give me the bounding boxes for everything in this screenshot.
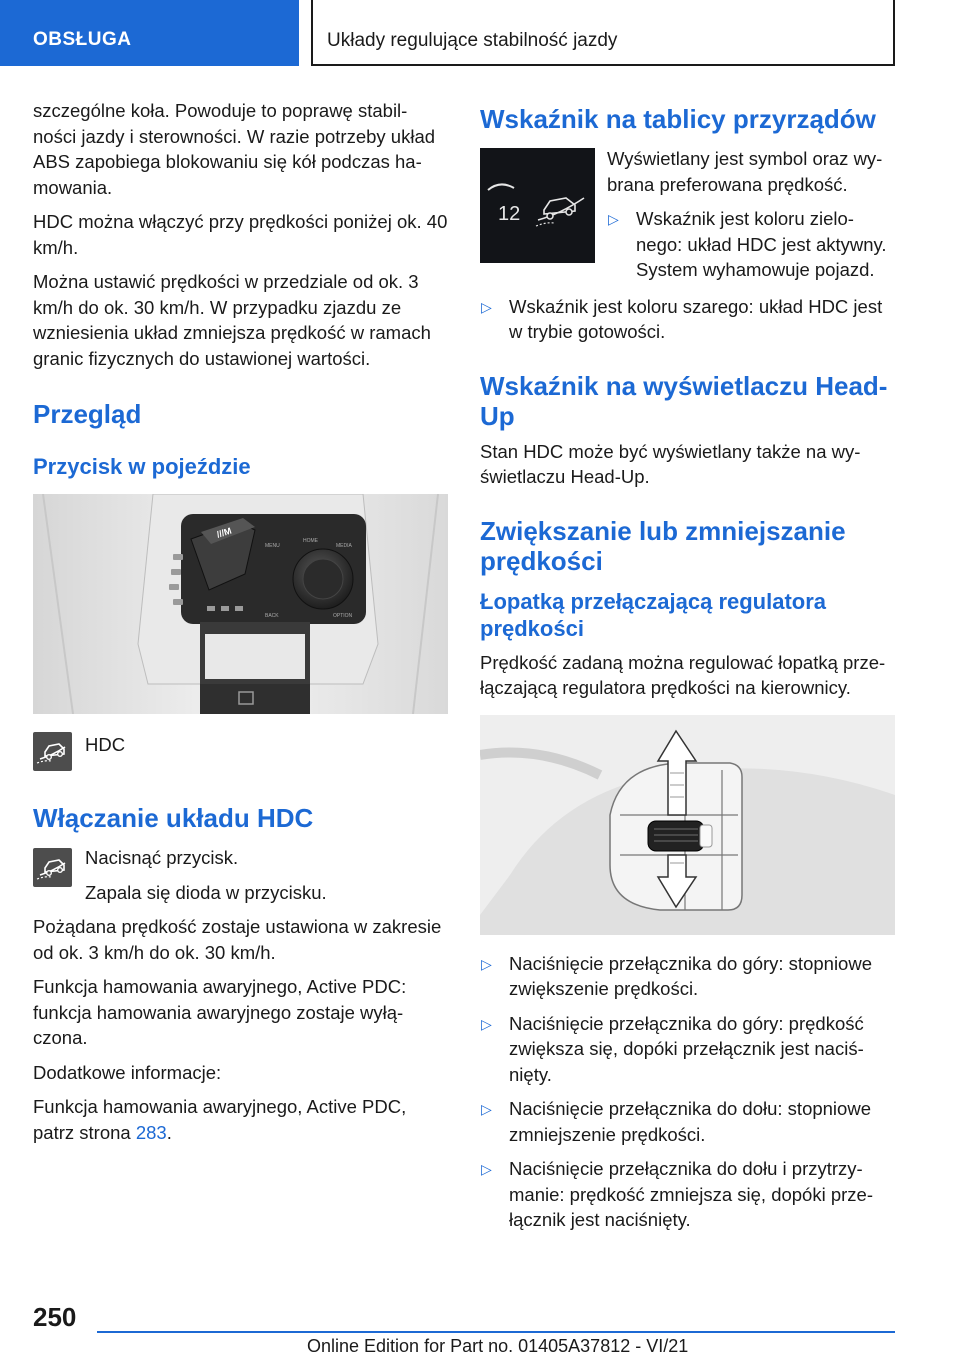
console-label-menu: MENU [265, 543, 280, 549]
console-label-home: HOME [303, 538, 318, 544]
svg-text:///M: ///M [215, 525, 233, 540]
page-link[interactable]: 283 [135, 1121, 167, 1143]
console-label-option: OPTION [333, 613, 353, 619]
steering-wheel-image [480, 715, 895, 935]
step-led: Zapala się dioda w przycisku. [85, 881, 327, 903]
triangle-bullet-icon: ▷ [481, 1015, 492, 1032]
hdc-symbol-row [33, 732, 448, 771]
chapter-title: Układy regulujące stabilność jazdy [327, 30, 618, 51]
list-item: ▷ Naciśnięcie przełącznika do dołu i przytrzy-manie: prędkość zmniejsza się, dopóki prze-łącznik jest naciśnięty. [481, 1158, 873, 1230]
hdc-button-icon [33, 732, 72, 771]
triangle-bullet-icon: ▷ [608, 211, 619, 227]
hdc-button-icon [33, 848, 72, 887]
paragraph: Funkcja hamowania awaryjnego, Active PDC: funkcja hamowania awaryjnego zostaje wyłą-czona. [33, 976, 407, 1048]
heading-dashboard-indicator: Wskaźnik na tablicy przyrządów [480, 104, 876, 134]
instrument-cluster-image [480, 148, 595, 263]
list-item: ▷ Wskaźnik jest koloru zielo-nego: układ HDC jest aktywny. System wyhamowuje pojazd. [608, 208, 887, 280]
cluster-speed-value: 12 [498, 203, 521, 225]
paragraph: Wyświetlany jest symbol oraz wy-brana preferowana prędkość. [607, 148, 883, 195]
heading-paddle: Łopatką przełączającą regulatora prędkości [480, 588, 827, 641]
list-item: ▷ Naciśnięcie przełącznika do góry: stopniowe zwiększenie prędkości. [481, 952, 872, 999]
hdc-label: HDC [85, 734, 126, 755]
console-label-back: BACK [265, 613, 279, 619]
paragraph: Prędkość zadaną można regulować łopatką prze-łączającą regulatora prędkości na kierownicy. [480, 651, 886, 698]
console-label-media: MEDIA [336, 543, 352, 549]
triangle-bullet-icon: ▷ [481, 1101, 492, 1117]
paragraph: Stan HDC może być wyświetlany także na wy-świetlaczu Head-Up. [480, 440, 861, 487]
triangle-bullet-icon: ▷ [481, 955, 492, 972]
paragraph: Pożądana prędkość zostaje ustawiona w zakresie od ok. 3 km/h do ok. 30 km/h. [33, 916, 442, 963]
page-header [0, 0, 960, 66]
list-item: ▷ Wskaźnik jest koloru szarego: układ HDC jest w trybie gotowości. [481, 295, 883, 342]
enable-steps [85, 845, 327, 914]
dashboard-text [607, 146, 895, 292]
heading-button-in-vehicle: Przycisk w pojeździe [33, 454, 251, 479]
heading-speed-adjust: Zwiększanie lub zmniejszanie prędkości [480, 515, 846, 576]
paragraph: Można ustawić prędkości w przedziale od ok. 3 km/h do ok. 30 km/h. W przypadku zjazdu ze wzniesienia układ zmniejsza prędkość w ramach granic fizycznych do ustawionej wartości. [33, 271, 431, 369]
right-column [480, 98, 895, 1242]
reference-text: Funkcja hamowania awaryjnego, Active PDC, patrz strona [33, 1096, 407, 1143]
section-tab [0, 0, 299, 66]
step-press-button: Nacisnąć przycisk. [85, 847, 239, 868]
dashboard-indicator-block [480, 148, 895, 292]
paragraph: Dodatkowe informacje: [33, 1061, 222, 1083]
cruise-control-rocker-illustration [480, 715, 895, 935]
center-console-illustration [33, 494, 448, 714]
enable-hdc-row [33, 845, 448, 914]
heading-head-up-indicator: Wskaźnik na wyświetlaczu Head-Up [480, 370, 888, 431]
paragraph: HDC można włączyć przy prędkości poniżej ok. 40 km/h. [33, 211, 448, 258]
footer-divider [97, 1331, 895, 1333]
list-item: ▷ Naciśnięcie przełącznika do dołu: stopniowe zmniejszenie prędkości. [481, 1098, 871, 1145]
section-title: OBSŁUGA [33, 29, 132, 50]
reference-end: . [166, 1121, 172, 1143]
paragraph: szczególne koła. Powoduje to poprawę stabil-ności jazdy i sterowności. W razie potrzeby układ ABS zapobiega blokowaniu się kół podczas ha-mowania. [33, 100, 436, 198]
page-number: 250 [33, 1302, 77, 1332]
heading-overview: Przegląd [33, 399, 142, 429]
left-column [33, 98, 448, 1154]
paddle-bullet-list [480, 951, 895, 1233]
triangle-bullet-icon: ▷ [481, 298, 492, 315]
triangle-bullet-icon: ▷ [481, 1161, 492, 1177]
paragraph-reference [33, 1094, 448, 1145]
heading-enable-hdc: Włączanie układu HDC [33, 803, 314, 833]
center-console-image [33, 494, 448, 714]
edition-text: Online Edition for Part no. 01405A37812 - VI/21 [307, 1336, 689, 1356]
list-item: ▷ Naciśnięcie przełącznika do góry: prędkość zwiększa się, dopóki przełącznik jest naciś-nięty. [481, 1012, 864, 1085]
chapter-title-box [311, 0, 895, 66]
